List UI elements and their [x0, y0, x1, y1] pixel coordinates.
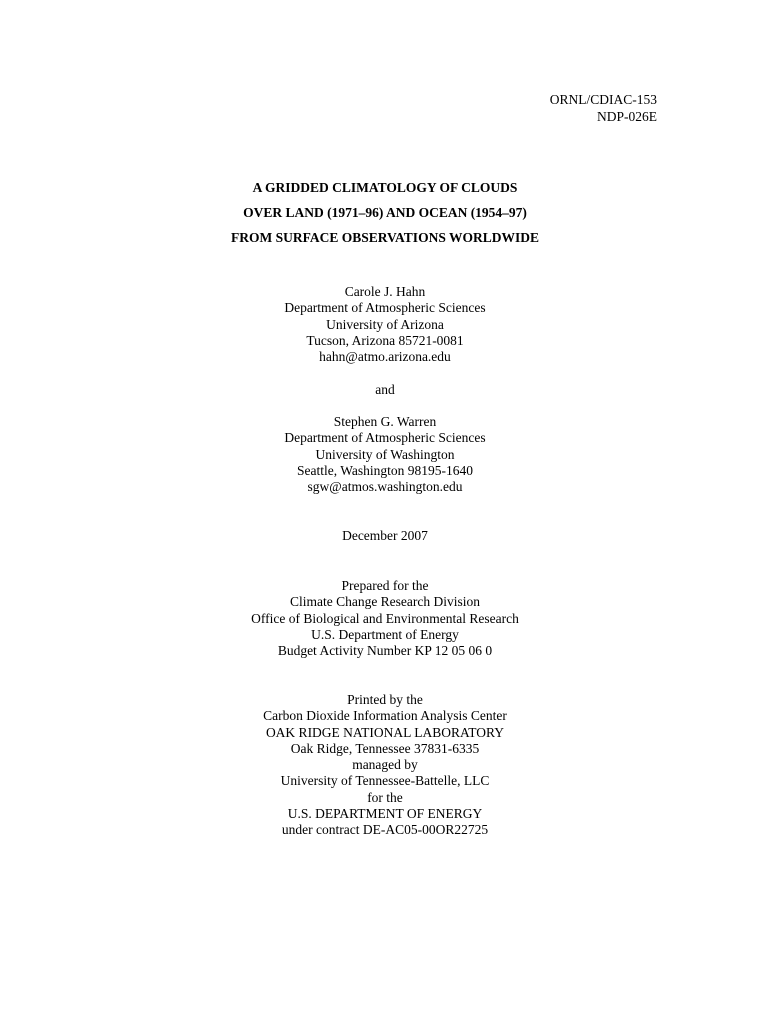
printed-by-block: [0, 692, 770, 839]
printed-center: Carbon Dioxide Information Analysis Center: [263, 708, 507, 724]
prepared-office: Office of Biological and Environmental Research: [251, 610, 519, 626]
printed-lab: OAK RIDGE NATIONAL LABORATORY: [265, 724, 505, 740]
printed-managed-by: managed by: [352, 757, 418, 773]
author-university: University of Arizona: [326, 316, 444, 332]
author-name: Stephen G. Warren: [333, 414, 437, 429]
title-line-2: OVER LAND (1971–96) AND OCEAN (1954–97): [243, 205, 527, 220]
publication-date: December 2007: [342, 528, 428, 543]
report-identifiers: [550, 92, 657, 125]
author-address: Tucson, Arizona 85721-0081: [306, 332, 464, 348]
title-line-1: A GRIDDED CLIMATOLOGY OF CLOUDS: [252, 180, 518, 195]
author-university: University of Washington: [315, 446, 455, 462]
prepared-division: Climate Change Research Division: [289, 594, 481, 610]
printed-for-the: for the: [367, 789, 403, 805]
author-block-1: [0, 284, 770, 365]
author-separator: [0, 382, 770, 398]
author-block-2: [0, 414, 770, 495]
author-department: Department of Atmospheric Sciences: [284, 300, 486, 316]
author-department: Department of Atmospheric Sciences: [284, 430, 486, 446]
and-text: and: [375, 382, 395, 397]
printed-agency: U.S. DEPARTMENT OF ENERGY: [287, 806, 483, 822]
ndp-number: NDP-026E: [597, 108, 657, 124]
author-email: sgw@atmos.washington.edu: [307, 479, 463, 495]
report-number: ORNL/CDIAC-153: [549, 92, 657, 107]
printed-label: Printed by the: [347, 692, 423, 707]
title-line-3: FROM SURFACE OBSERVATIONS WORLDWIDE: [231, 230, 539, 245]
author-address: Seattle, Washington 98195-1640: [296, 462, 474, 478]
author-name: Carole J. Hahn: [344, 284, 426, 299]
author-email: hahn@atmo.arizona.edu: [319, 349, 451, 365]
document-title: [0, 175, 770, 250]
prepared-for-block: [0, 578, 770, 659]
printed-contract: under contract DE-AC05-00OR22725: [281, 822, 489, 838]
publication-date-block: [0, 528, 770, 544]
prepared-budget: Budget Activity Number KP 12 05 06 0: [277, 643, 493, 659]
printed-address: Oak Ridge, Tennessee 37831-6335: [290, 740, 480, 756]
prepared-label: Prepared for the: [341, 578, 429, 593]
printed-manager: University of Tennessee-Battelle, LLC: [280, 773, 490, 789]
prepared-department: U.S. Department of Energy: [311, 626, 459, 642]
